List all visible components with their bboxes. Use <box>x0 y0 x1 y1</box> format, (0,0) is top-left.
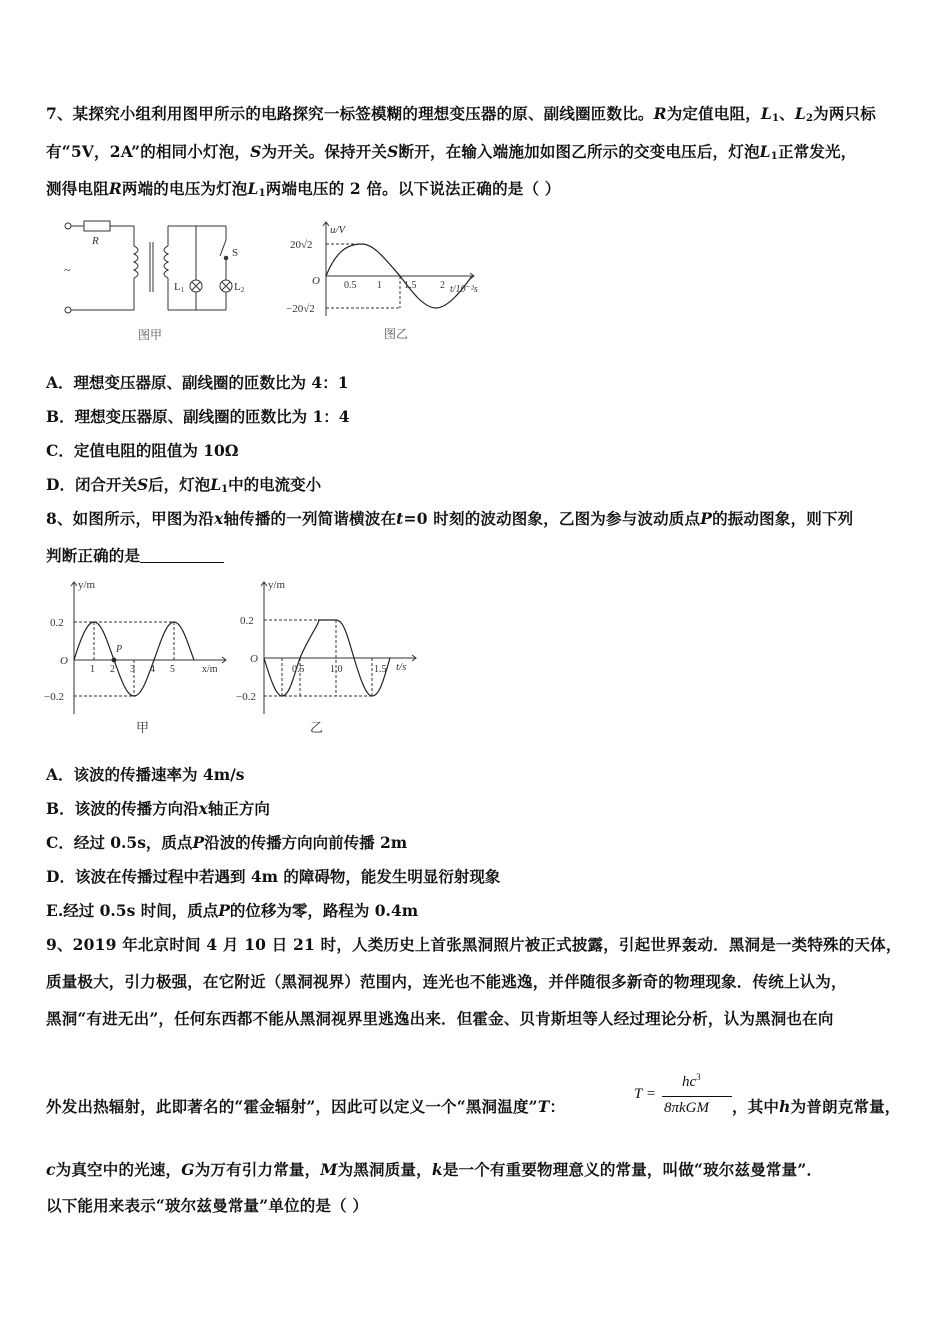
svg-text:S: S <box>232 247 239 259</box>
terminal-bottom <box>65 307 71 313</box>
svg-text:~: ~ <box>64 263 71 277</box>
svg-text:3: 3 <box>130 664 135 675</box>
q8-option-b[interactable]: B．该波的传播方向沿x轴正方向 <box>46 799 270 818</box>
svg-text:乙: 乙 <box>310 720 324 735</box>
q7-line-2: 有“5V，2A”的相同小灯泡，S为开关。保持开关S断开，在输入端施加如图乙所示的交变电压后，灯泡$L_1$正常发光， <box>46 142 857 162</box>
svg-text:L2: L2 <box>234 281 245 294</box>
svg-text:0.2: 0.2 <box>50 617 64 629</box>
svg-text:2: 2 <box>110 664 115 675</box>
svg-text:1: 1 <box>90 664 95 675</box>
q7-option-c[interactable]: C．定值电阻的阻值为 10Ω <box>46 441 239 460</box>
svg-text:O: O <box>312 275 320 287</box>
svg-text:0.2: 0.2 <box>240 615 254 627</box>
svg-text:O: O <box>60 655 68 667</box>
q7-line-1: 7、某探究小组利用图甲所示的电路探究一标签模糊的理想变压器的原、副线圈匝数比。R为定值电阻，$L_1$、$L_2$为两只标 <box>46 104 876 124</box>
primary-coil <box>134 246 138 278</box>
svg-text:−20√2: −20√2 <box>286 303 315 315</box>
wave-curve <box>74 622 194 696</box>
svg-text:−0.2: −0.2 <box>236 691 256 703</box>
q9-line-6: 以下能用来表示“玻尔兹曼常量”单位的是（ ） <box>46 1196 369 1215</box>
svg-text:1: 1 <box>377 280 382 291</box>
q7-option-d[interactable]: D．闭合开关S后，灯泡$L_1$中的电流变小 <box>46 475 322 495</box>
svg-text:1.5: 1.5 <box>374 664 387 675</box>
q8-vibration-graph <box>236 574 426 742</box>
q7-option-a[interactable]: A．理想变压器原、副线圈的匝数比为 4：1 <box>46 373 349 392</box>
q8-option-d[interactable]: D．该波在传播过程中若遇到 4m 的障碍物，能发生明显衍射现象 <box>46 867 501 886</box>
q9-line-5: c为真空中的光速，G为万有引力常量，M为黑洞质量，k是一个有重要物理意义的常量，叫做“玻尔兹曼常量”． <box>46 1160 823 1179</box>
svg-text:y/m: y/m <box>268 579 286 591</box>
svg-text:1.5: 1.5 <box>404 280 417 291</box>
q9-line-2: 质量极大，引力极强，在它附近（黑洞视界）范围内，连光也不能逃逸，并伴随很多新奇的物理现象．传统上认为， <box>46 972 847 991</box>
svg-text:t/10⁻²s: t/10⁻²s <box>450 284 478 295</box>
svg-text:L1: L1 <box>174 281 185 294</box>
q8-line-2: 判断正确的是 <box>46 544 224 566</box>
svg-text:O: O <box>250 653 258 665</box>
resistor-r <box>84 221 110 231</box>
q7-voltage-graph <box>282 216 497 344</box>
switch-s <box>220 240 226 256</box>
q7-option-b[interactable]: B．理想变压器原、副线圈的匝数比为 1：4 <box>46 407 350 426</box>
q7-circuit-figure <box>56 212 266 344</box>
secondary-coil <box>164 246 168 278</box>
svg-text:x/m: x/m <box>202 664 218 675</box>
hawking-temperature-formula: T = $hc^3$ 8πkGM <box>632 1068 736 1124</box>
svg-text:−0.2: −0.2 <box>44 691 64 703</box>
svg-text:2: 2 <box>440 280 445 291</box>
q8-option-a[interactable]: A．该波的传播速率为 4m/s <box>46 765 245 784</box>
terminal-top <box>65 223 71 229</box>
svg-text:20√2: 20√2 <box>290 239 313 251</box>
q9-line-3: 黑洞“有进无出”，任何东西都不能从黑洞视界里逃逸出来．但霍金、贝肯斯坦等人经过理论分析，认为黑洞也在向 <box>46 1009 834 1028</box>
svg-text:y/m: y/m <box>78 579 96 591</box>
svg-text:图甲: 图甲 <box>138 328 163 342</box>
q8-option-e[interactable]: E.经过 0.5s 时间，质点P的位移为零，路程为 0.4m <box>46 901 419 920</box>
svg-text:图乙: 图乙 <box>384 327 409 341</box>
point-p <box>112 658 116 662</box>
q7-line-3: 测得电阻R两端的电压为灯泡$L_1$两端电压的 2 倍。以下说法正确的是（ ） <box>46 179 561 199</box>
q8-wave-graph <box>44 574 234 742</box>
svg-text:t/s: t/s <box>396 661 407 673</box>
q9-line-1: 9、2019 年北京时间 4 月 10 日 21 时，人类历史上首张黑洞照片被正式披露，引起世界轰动．黑洞是一类特殊的天体， <box>46 935 902 954</box>
q8-line-1: 8、如图所示，甲图为沿x轴传播的一列简谐横波在t=0 时刻的波动图象，乙图为参与波动质点P的振动图象，则下列 <box>46 509 854 528</box>
q9-line-4b: ，其中h为普朗克常量， <box>732 1097 901 1116</box>
svg-text:4: 4 <box>150 664 155 675</box>
svg-text:0.5: 0.5 <box>344 280 357 291</box>
answer-blank[interactable] <box>140 548 224 563</box>
q9-line-4a: 外发出热辐射，此即著名的“霍金辐射”，因此可以定义一个“黑洞温度”T： <box>46 1097 566 1116</box>
svg-text:P: P <box>116 644 123 655</box>
svg-text:0.5: 0.5 <box>292 664 305 675</box>
svg-text:u/V: u/V <box>330 224 346 236</box>
q8-option-c[interactable]: C．经过 0.5s，质点P沿波的传播方向向前传播 2m <box>46 833 408 852</box>
svg-text:5: 5 <box>170 664 175 675</box>
svg-text:甲: 甲 <box>136 720 150 735</box>
svg-text:R: R <box>92 235 99 247</box>
svg-text:1.0: 1.0 <box>330 664 343 675</box>
